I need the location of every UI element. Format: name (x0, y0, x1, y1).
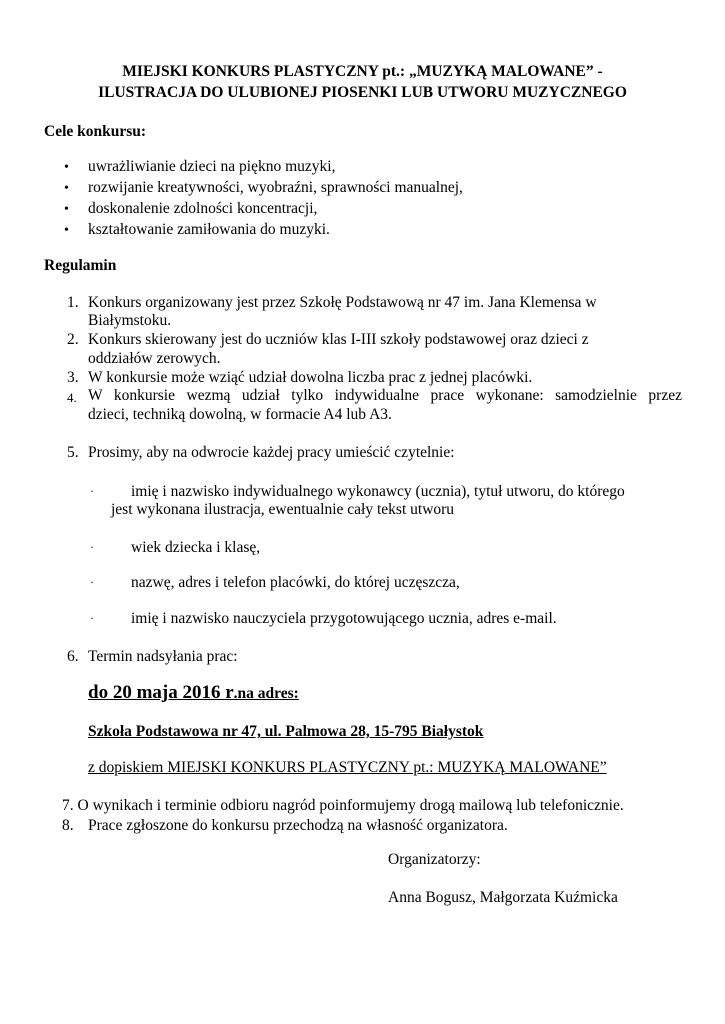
rule-text: Termin nadsyłania prac: (88, 648, 238, 665)
bullet-icon: • (64, 160, 69, 175)
organizers-label: Organizatorzy: (388, 851, 481, 868)
note: z dopiskiem MIEJSKI KONKURS PLASTYCZNY pt.: MUZYKĄ MALOWANE” (88, 759, 607, 776)
deadline-suffix: .na adres: (233, 685, 299, 702)
document-title-line2: ILUSTRACJA DO ULUBIONEJ PIOSENKI LUB UTWORU MUZYCZNEGO (98, 84, 627, 101)
sub-item-text: nazwę, adres i telefon placówki, do której uczęszcza, (131, 574, 460, 591)
rule-number: 8. (62, 817, 74, 834)
sub-bullet-icon: · (90, 611, 94, 625)
sub-item-text: imię i nazwisko indywidualnego wykonawcy (ucznia), tytuł utworu, do którego (131, 483, 625, 500)
sub-bullet-icon: · (90, 575, 94, 589)
goal-item: uwrażliwianie dzieci na piękno muzyki, (88, 158, 336, 175)
organizers-names: Anna Bogusz, Małgorzata Kuźmicka (388, 889, 618, 906)
rule-text: W konkursie wezmą udział tylko indywidualne prace wykonane: samodzielnie przez (88, 387, 682, 404)
rule-text: 7. O wynikach i terminie odbioru nagród poinformujemy drogą mailową lub telefonicznie. (62, 797, 624, 814)
deadline-date: do 20 maja 2016 r (88, 682, 234, 703)
document-title-line1: MIEJSKI KONKURS PLASTYCZNY pt.: „MUZYKĄ MALOWANE” - (122, 63, 603, 80)
sub-bullet-icon: · (90, 540, 94, 554)
rules-heading: Regulamin (44, 257, 117, 274)
sub-bullet-icon: · (90, 484, 94, 498)
bullet-icon: • (64, 181, 69, 196)
bullet-icon: • (64, 223, 69, 238)
rule-text: W konkursie może wziąć udział dowolna liczba prac z jednej placówki. (88, 369, 533, 386)
rule-text: Konkurs skierowany jest do uczniów klas I-III szkoły podstawowej oraz dzieci z (88, 331, 589, 348)
sub-item-text: wiek dziecka i klasę, (131, 539, 261, 556)
rule-number: 2. (67, 331, 79, 348)
rule-number: 4. (67, 390, 77, 405)
goal-item: rozwijanie kreatywności, wyobraźni, sprawności manualnej, (88, 179, 463, 196)
sub-item-text: imię i nazwisko nauczyciela przygotowującego ucznia, adres e-mail. (131, 610, 557, 627)
goal-item: doskonalenie zdolności koncentracji, (88, 200, 318, 217)
goal-item: kształtowanie zamiłowania do muzyki. (88, 221, 330, 238)
rule-number: 5. (67, 444, 79, 461)
goals-heading: Cele konkursu: (44, 123, 147, 140)
rule-text: Prosimy, aby na odwrocie każdej pracy umieścić czytelnie: (88, 444, 455, 461)
address: Szkoła Podstawowa nr 47, ul. Palmowa 28, 15-795 Białystok (88, 723, 484, 740)
deadline (88, 683, 299, 703)
rule-text: Białymstoku. (88, 312, 172, 329)
rule-number: 3. (67, 369, 79, 386)
rule-text: dzieci, techniką dowolną, w formacie A4 lub A3. (88, 406, 392, 423)
rule-number: 1. (67, 294, 79, 311)
sub-item-text: jest wykonana ilustracja, ewentualnie cały tekst utworu (111, 501, 455, 518)
rule-text: oddziałów zerowych. (88, 350, 221, 367)
bullet-icon: • (64, 202, 69, 217)
rule-text: Konkurs organizowany jest przez Szkołę Podstawową nr 47 im. Jana Klemensa w (88, 294, 597, 311)
rule-text: Prace zgłoszone do konkursu przechodzą na własność organizatora. (88, 817, 508, 834)
rule-number: 6. (67, 648, 79, 665)
